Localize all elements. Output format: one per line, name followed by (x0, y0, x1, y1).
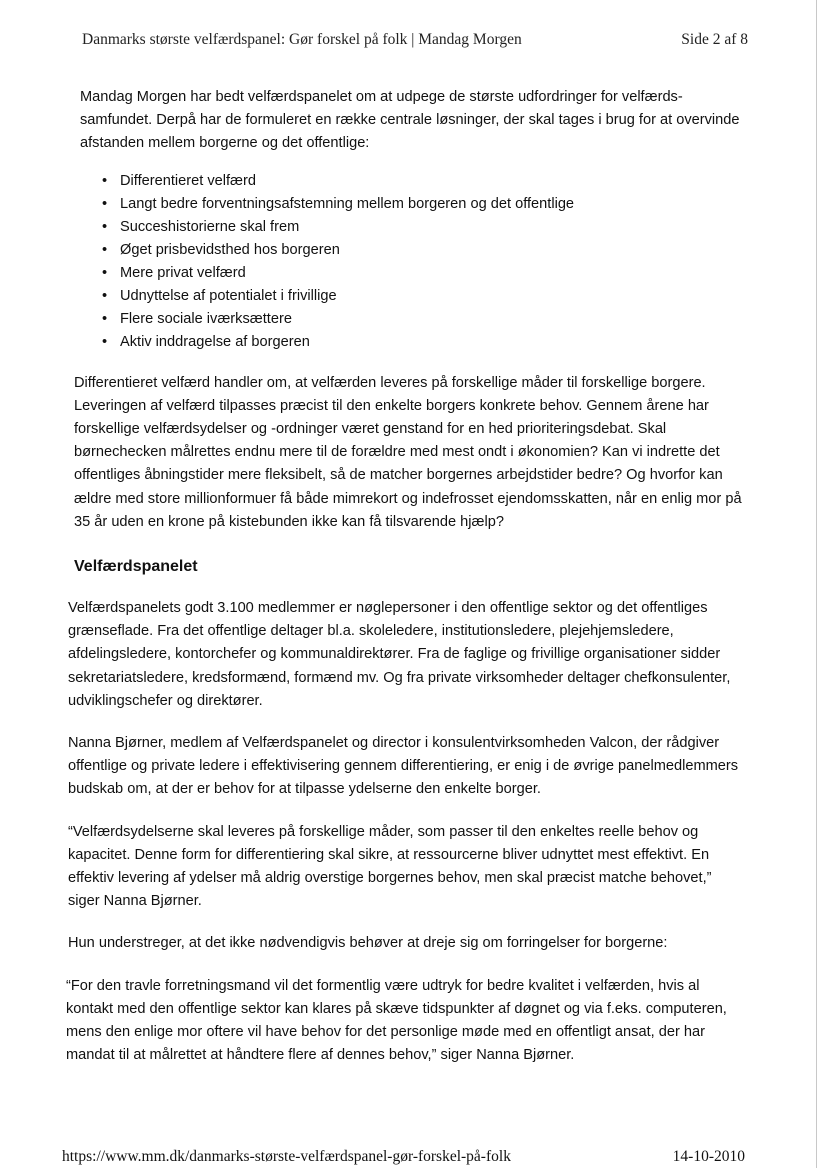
list-item (102, 331, 746, 354)
list-item-text: Differentieret velfærd (120, 172, 256, 189)
page-number: Side 2 af 8 (681, 31, 748, 48)
paragraph-quote-2: “For den travle forretningsmand vil det formentlig være udtryk for bedre kvalitet i velfærden, hvis al kontakt med den offentlige sektor kan klares på skæve tidspunkter af døgnet og via f.eks. computeren, mens den enlige mor oftere vil have behov for det personlige møde med en offentligt ansat, der har mandat til at målrettet at håndtere flere af dennes behov,” siger Nanna Bjørner. (66, 977, 727, 1064)
paragraph-differentiated-welfare: Differentieret velfærd handler om, at velfærden leveres på forskellige måder til forskellige borgere. Leveringen af velfærd tilpasses præcist til den enkelte borgers konkrete behov. Gennem årene har forskellige velfærdsydelser og -ordninger været genstand for en hed prioriteringsdebat. Skal børnechecken målrettes endnu mere til de forældre med mest ondt i økonomien? Kan vi indrette det offentliges åbningstider mere fleksibelt, så de matcher borgernes arbejdstider bedre? Og hvorfor kan ældre med store millionformuer få både mimrekort og indefrosset ejendomsskatten, når en enlig mor på 35 år uden en krone på kistebunden ikke kan få tilsvarende hjælp? (74, 374, 742, 530)
section-heading: Velfærdspanelet (74, 558, 198, 576)
bullet-icon: • (102, 241, 108, 258)
paragraph-emphasis: Hun understreger, at det ikke nødvendigvis behøver at dreje sig om forringelser for borgerne: (68, 935, 668, 952)
list-item-text: Succeshistorierne skal frem (120, 218, 300, 235)
list-item (102, 285, 746, 308)
bullet-icon: • (102, 333, 108, 350)
list-item (102, 193, 746, 216)
list-item-text: Udnyttelse af potentialet i frivillige (120, 287, 337, 304)
bullet-icon: • (102, 172, 108, 189)
paragraph-nanna-bjorner: Nanna Bjørner, medlem af Velfærdspanelet og director i konsulentvirksomheden Valcon, der rådgiver offentlige og private ledere i effektivisering gennem differentiering, er enig i de øvrige panelmedlemmers budskab om, at der er behov for at tilpasse ydelserne den enkelte borger. (68, 735, 739, 798)
scan-edge-divider (816, 0, 817, 1168)
bullet-icon: • (102, 264, 108, 281)
bullet-icon: • (102, 195, 108, 212)
list-item (102, 308, 746, 331)
list-item-text: Øget prisbevidsthed hos borgeren (120, 241, 340, 258)
page-header (82, 31, 748, 49)
bullet-icon: • (102, 287, 108, 304)
footer-date: 14-10-2010 (672, 1148, 745, 1165)
list-item (102, 239, 746, 262)
paragraph-panel-members: Velfærdspanelets godt 3.100 medlemmer er nøglepersoner i den offentlige sektor og det offentliges grænseflade. Fra det offentlige deltager bl.a. skoleledere, institutionsledere, plejehjemsledere, afdelingsledere, kontorchefer og kommunaldirektører. Fra de faglige og frivillige organisationer sidder sekretariatsledere, kredsformænd, formænd mv. Og fra private virksomheder deltager chefkonsulenter, udviklingschefer og direktører. (68, 600, 731, 709)
footer-url: https://www.mm.dk/danmarks-største-velfærdspanel-gør-forskel-på-folk (62, 1148, 511, 1165)
page-footer (62, 1148, 745, 1166)
list-item (102, 170, 746, 193)
paragraph-quote-1: “Velfærdsydelserne skal leveres på forskellige måder, som passer til den enkeltes reelle behov og kapacitet. Denne form for differentiering skal sikre, at ressourcerne bliver udnyttet mest effektivt. En effektiv levering af ydelser må aldrig overstige borgernes behov, men skal præcist matche behovet,” siger Nanna Bjørner. (68, 823, 712, 910)
bullet-icon: • (102, 218, 108, 235)
solutions-list (66, 170, 746, 354)
bullet-icon: • (102, 310, 108, 327)
list-item-text: Mere privat velfærd (120, 264, 246, 281)
list-item (102, 262, 746, 285)
article-body (66, 86, 746, 1067)
intro-paragraph: Mandag Morgen har bedt velfærdspanelet om at udpege de største udfordringer for velfærds-samfundet. Derpå har de formuleret en række centrale løsninger, der skal tages i brug for at overvinde afstanden mellem borgerne og det offentlige: (80, 89, 740, 152)
header-title: Danmarks største velfærdspanel: Gør forskel på folk | Mandag Morgen (82, 31, 522, 48)
list-item-text: Flere sociale iværksættere (120, 310, 292, 327)
list-item (102, 216, 746, 239)
list-item-text: Aktiv inddragelse af borgeren (120, 333, 310, 350)
list-item-text: Langt bedre forventningsafstemning mellem borgeren og det offentlige (120, 195, 575, 212)
